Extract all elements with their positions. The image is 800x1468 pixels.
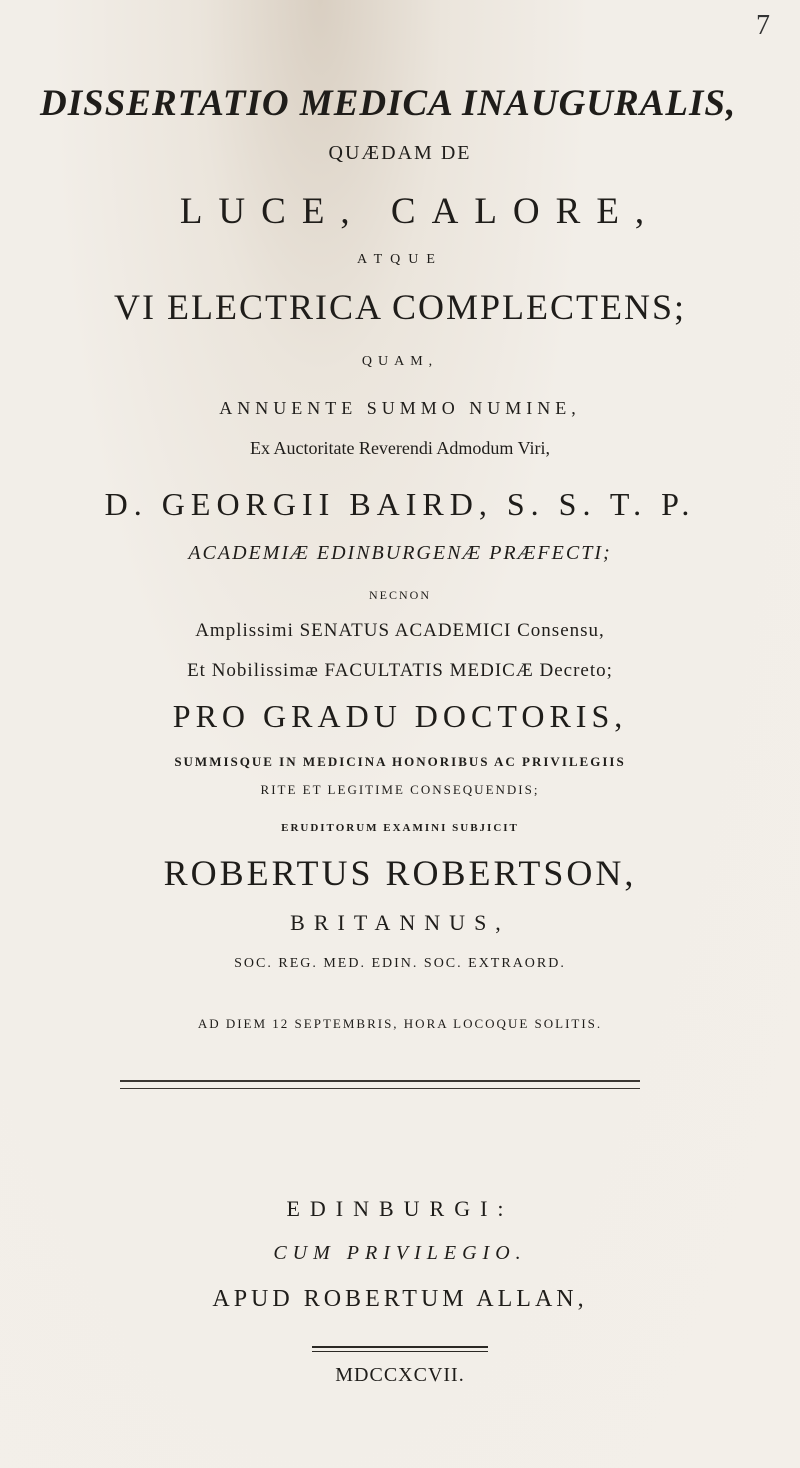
author-nationality: BRITANNUS,	[290, 910, 510, 935]
text-auctoritate: Ex Auctoritate Reverendi Admodum Viri,	[249, 438, 551, 458]
subtitle-vi-electrica: VI ELECTRICA COMPLECTENS;	[113, 287, 687, 327]
text-senatus: Amplissimi SENATUS ACADEMICI Consensu,	[195, 620, 605, 641]
imprint-privilegio: CUM PRIVILEGIO.	[273, 1242, 527, 1264]
short-divider-rule	[312, 1346, 488, 1352]
text-facultatis: Et Nobilissimæ FACULTATIS MEDICÆ Decreto;	[187, 660, 613, 681]
text-eruditorum: ERUDITORUM EXAMINI SUBJICIT	[281, 822, 519, 834]
subtitle-luce-calore: LUCE, CALORE,	[179, 191, 661, 232]
divider-rule	[120, 1080, 640, 1089]
text-necnon: NECNON	[369, 588, 431, 602]
text-pro-gradu: PRO GRADU DOCTORIS,	[172, 698, 628, 734]
page-mark: 7	[756, 10, 770, 41]
imprint-printer: APUD ROBERTUM ALLAN,	[212, 1286, 588, 1312]
dissertation-title: DISSERTATIO MEDICA INAUGURALIS,	[40, 83, 737, 124]
text-rite: RITE ET LEGITIME CONSEQUENDIS;	[260, 782, 540, 797]
author-name: ROBERTUS ROBERTSON,	[163, 853, 637, 893]
subtitle-quaedam: QUÆDAM DE	[328, 142, 472, 164]
text-annuente: ANNUENTE SUMMO NUMINE,	[219, 398, 581, 418]
text-summisque: SUMMISQUE IN MEDICINA HONORIBUS AC PRIVILEGIIS	[174, 754, 626, 769]
subtitle-atque: ATQUE	[357, 252, 443, 267]
imprint-place: EDINBURGI:	[286, 1196, 514, 1221]
text-academiae: ACADEMIÆ EDINBURGENÆ PRÆFECTI;	[188, 542, 612, 564]
imprint-date: MDCCXCVII.	[335, 1364, 465, 1386]
text-quam: QUAM,	[361, 354, 439, 369]
author-society: SOC. REG. MED. EDIN. SOC. EXTRAORD.	[234, 956, 566, 971]
name-georgii-baird: D. GEORGII BAIRD, S. S. T. P.	[104, 486, 696, 522]
examination-date: AD DIEM 12 SEPTEMBRIS, HORA LOCOQUE SOLITIS.	[197, 1016, 603, 1031]
